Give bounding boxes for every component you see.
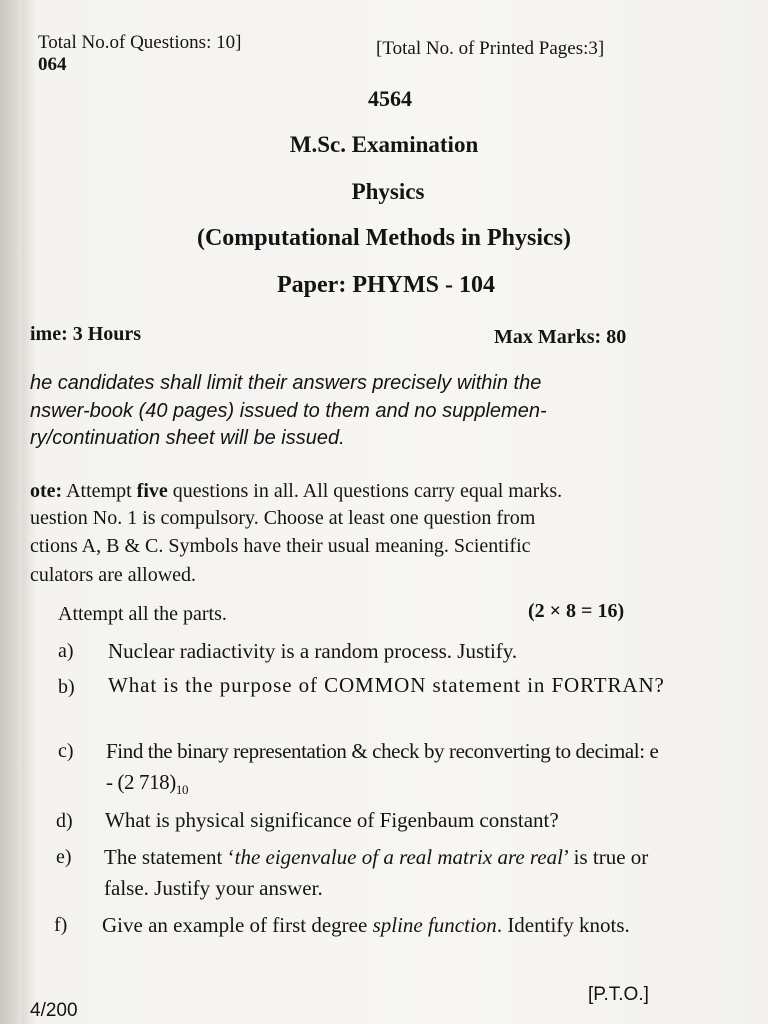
q1-marks: (2 × 8 = 16) <box>528 600 625 622</box>
q1-part-f-label: f) <box>54 914 68 936</box>
time-label: ime: 3 Hours <box>30 323 142 345</box>
q1-part-a-text: Nuclear radiactivity is a random process. Justify. <box>108 639 518 663</box>
q1-part-b-label: b) <box>58 676 75 698</box>
q1-part-a-label: a) <box>58 640 74 662</box>
footer-code: 4/200 <box>30 1000 78 1021</box>
q1-part-e-label: e) <box>56 846 72 868</box>
q1-part-d-label: d) <box>56 810 73 832</box>
course-title: (Computational Methods in Physics) <box>196 225 572 251</box>
pto-label: [P.T.O.] <box>588 984 649 1005</box>
q1-instruction: Attempt all the parts. <box>58 603 227 625</box>
paper-code: 4564 <box>368 86 412 111</box>
subscript-base: 10 <box>175 782 189 798</box>
subject-title: Physics <box>351 179 425 204</box>
note-five: five <box>136 480 168 502</box>
q1-part-e-text: The statement ‘the eigenvalue of a real matrix are real’ is true or false. Justify your answer. <box>104 845 649 900</box>
q1-part-d-text: What is physical significance of Figenbaum constant? <box>105 808 559 832</box>
note-line-1: ote: Attempt five questions in all. All questions carry equal marks. <box>30 480 563 502</box>
max-marks: Max Marks: 80 <box>494 326 627 348</box>
q1-part-b-text: What is the purpose of COMMON statement in FORTRAN? <box>108 673 665 697</box>
note-label: ote: <box>30 480 63 502</box>
total-questions: Total No.of Questions: 10] <box>38 32 242 53</box>
instruction-line-1: he candidates shall limit their answers precisely within the <box>30 372 542 394</box>
note-line-2: uestion No. 1 is compulsory. Choose at least one question from <box>30 507 536 529</box>
paper-title: Paper: PHYMS - 104 <box>277 272 495 298</box>
q1-part-c-label: c) <box>58 740 74 762</box>
printed-pages: [Total No. of Printed Pages:3] <box>376 38 605 59</box>
q1-part-c-text: Find the binary representation & check by reconverting to decimal: e - (2 $718)_{10}$ <box>106 739 659 798</box>
note-line-3: ctions A, B & C. Symbols have their usual meaning. Scientific <box>30 535 531 557</box>
instruction-line-3: ry/continuation sheet will be issued. <box>30 427 345 449</box>
note-line-4: culators are allowed. <box>30 564 197 586</box>
code-fragment: 064 <box>38 54 67 75</box>
exam-title: M.Sc. Examination <box>289 132 479 157</box>
instruction-line-2: nswer-book (40 pages) issued to them and no supplemen- <box>30 400 547 422</box>
q1-part-f-text: Give an example of first degree spline function. Identify knots. <box>102 913 630 937</box>
